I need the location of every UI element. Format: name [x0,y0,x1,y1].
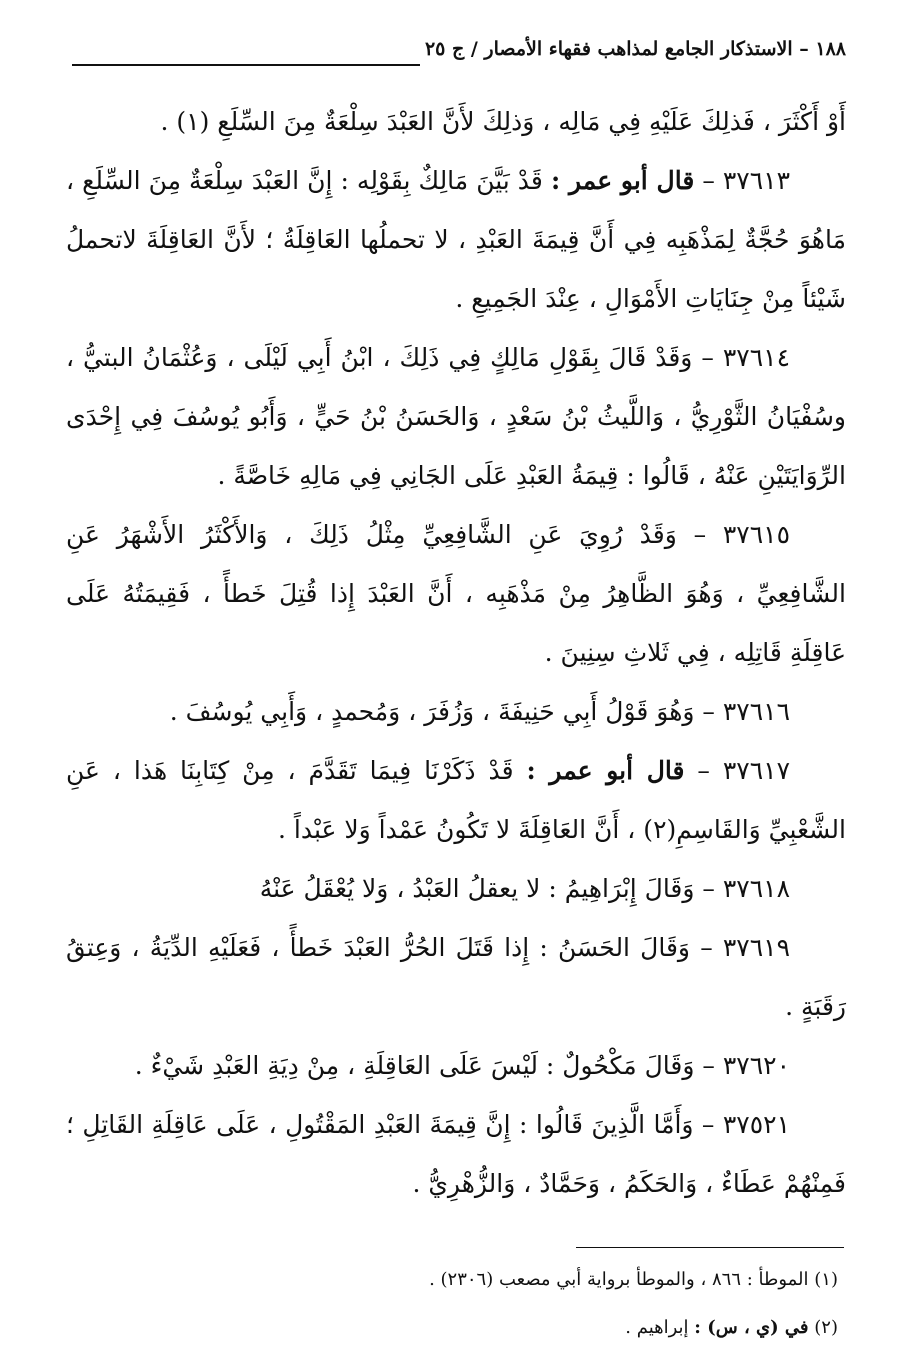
footnote-marker: (٢) [814,1317,838,1338]
paragraph [66,1036,846,1095]
paragraph-text: أَوْ أَكْثَرَ ، فَذلِكَ عَلَيْهِ فِي مَالِه ، وَذلِكَ لأَنَّ العَبْدَ سِلْعَةٌ مِنَ السِّلَعِ (١) . [160,107,846,136]
footnote-marker: (١) [814,1269,838,1290]
paragraph-number: ٣٧٦١٤ – [701,343,791,372]
running-head-text: ١٨٨ – الاستذكار الجامع لمذاهب فقهاء الأمصار / ج ٢٥ [424,38,846,60]
paragraph-text: وَقَدْ قَالَ بِقَوْلِ مَالِكٍ فِي ذَلِكَ ، ابْنُ أَبِي لَيْلَى ، وَعُثْمَانُ البتيُّ ، وسُفْيَانُ الثَّوْرِيُّ ، وَاللَّيثُ بْنُ سَعْدٍ ، وَالحَسَنُ بْنُ حَيٍّ ، وَأَبُو يُوسُفَ فِي إِحْدَى الرِّوَايَتَيْنِ عَنْهُ ، قَالُوا : قِيمَةُ العَبْدِ عَلَى الجَانِي فِي مَالِهِ خَاصَّةً . [66,343,846,490]
paragraph-text: قَدْ بَيَّنَ مَالِكٌ بِقَوْلِه : إِنَّ العَبْدَ سِلْعَةٌ مِنَ السِّلَعِ ، مَاهُوَ حُجَّةٌ لِمَذْهَبِه فِي أَنَّ قِيمَةَ العَبْدِ ، لا تحملُها العَاقِلَةُ ؛ لأَنَّ العَاقِلَةَ لاتحملُ شَيْئاً مِنْ جِنَايَاتِ الأَمْوَالِ ، عِنْدَ الجَمِيعِ . [66,166,846,313]
paragraph [66,1095,846,1213]
paragraph-text: وَقَالَ مَكْحُولٌ : لَيْسَ عَلَى العَاقِلَةِ ، مِنْ دِيَةِ العَبْدِ شَيْءٌ . [134,1051,695,1080]
paragraph-number: ٣٧٦١٩ – [700,933,791,962]
paragraph [66,682,846,741]
paragraph-number: ٣٧٥٢١ – [701,1110,790,1139]
footnote [78,1256,838,1304]
paragraph-lead: قال أبو عمر : [550,166,695,195]
paragraph-text: وَهُوَ قَوْلُ أَبِي حَنِيفَةَ ، وَزُفَرَ ، وَمُحمدٍ ، وَأَبِي يُوسُفَ . [169,697,695,726]
main-text [66,92,846,1213]
paragraph-text: وَقَالَ إِبْرَاهِيمُ : لا يعقلُ العَبْدُ ، وَلا يُعْقَلُ عَنْهُ [259,874,695,903]
running-head [72,38,846,72]
paragraph-number: ٣٧٦١٧ – [697,756,790,785]
footnote-lead: في (ي ، س) : [694,1317,809,1338]
paragraph-text: وَأَمَّا الَّذِينَ قَالُوا : إِنَّ قِيمَةَ العَبْدِ المَقْتُولِ ، عَلَى عَاقِلَةِ القَاتِلِ ؛ فَمِنْهُمْ عَطَاءٌ ، وَالحَكَمُ ، وَحَمَّادٌ ، وَالزُّهْرِيُّ . [66,1110,846,1198]
footnote-text: إبراهيم . [625,1317,689,1338]
footnote-text: الموطأ : ٨٦٦ ، والموطأ برواية أبي مصعب (٢٣٠٦) . [429,1269,809,1290]
paragraph-number: ٣٧٦١٥ – [693,520,790,549]
paragraph-number: ٣٧٦٢٠ – [702,1051,790,1080]
paragraph [66,741,846,859]
footnote-rule [576,1247,844,1248]
paragraph [66,151,846,328]
paragraph-text: قَدْ ذَكَرْنَا فِيمَا تَقَدَّمَ ، مِنْ كِتَابِنَا هَذا ، عَنِ الشَّعْبِيِّ وَالقَاسِمِ(٢) ، أَنَّ العَاقِلَةَ لا تَكُونُ عَمْداً وَلا عَبْداً . [66,756,846,844]
paragraph-text: وَقَدْ رُوِيَ عَنِ الشَّافِعِيِّ مِثْلُ ذَلِكَ ، وَالأَكْثَرُ الأَشْهَرُ عَنِ الشَّافِعِيِّ ، وَهُوَ الظَّاهِرُ مِنْ مَذْهَبِه ، أَنَّ العَبْدَ إِذا قُتِلَ خَطأً ، فَقِيمَتُهُ عَلَى عَاقِلَةِ قَاتِلِه ، فِي ثَلاثِ سِنِينَ . [66,520,846,667]
paragraph-number: ٣٧٦١٣ – [702,166,791,195]
paragraph [66,505,846,682]
header-rule [72,64,420,66]
paragraph-number: ٣٧٦١٨ – [702,874,790,903]
footnotes [78,1256,838,1352]
paragraph [66,92,846,151]
paragraph [66,328,846,505]
paragraph-number: ٣٧٦١٦ – [702,697,790,726]
paragraph-lead: قال أبو عمر : [526,756,685,785]
paragraph [66,859,846,918]
paragraph [66,918,846,1036]
paragraph-text: وَقَالَ الحَسَنُ : إِذا قَتَلَ الحُرُّ العَبْدَ خَطأً ، فَعَلَيْهِ الدِّيَةُ ، وَعِتقُ رَقَبَةٍ . [66,933,846,1021]
footnote [78,1304,838,1352]
